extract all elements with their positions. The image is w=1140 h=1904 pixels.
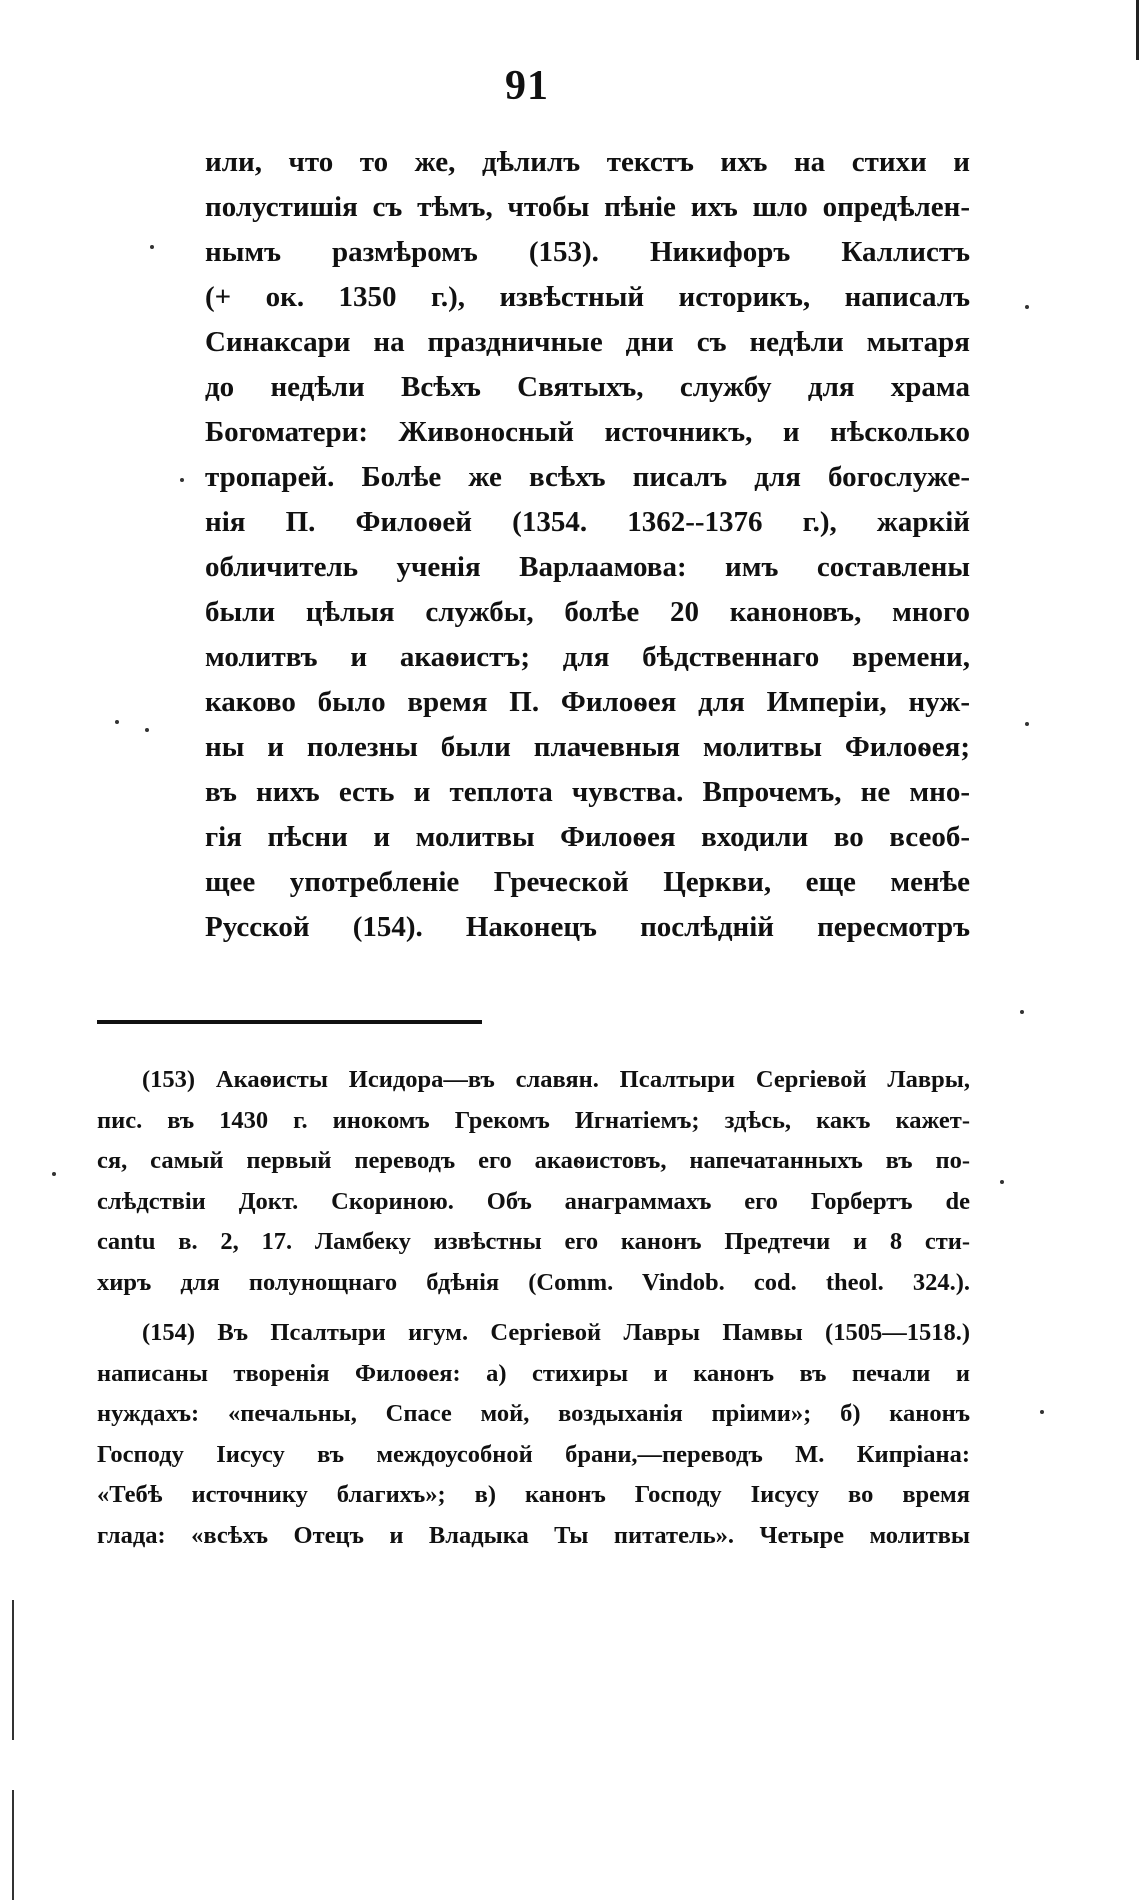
footnote-line: глада: «всѣхъ Отецъ и Владыка Ты питатель». Четыре молитвы	[97, 1521, 970, 1549]
scan-speck	[52, 1172, 56, 1176]
footnote-line: пис. въ 1430 г. инокомъ Грекомъ Игнатіемъ; здѣсь, какъ кажет-	[97, 1106, 970, 1134]
scan-speck	[1020, 1010, 1024, 1014]
scan-speck	[1040, 1410, 1044, 1414]
footnote-line: «Тебѣ источнику благихъ»; в) канонъ Господу Іисусу во время	[97, 1481, 970, 1508]
footnote-line: Господу Іисусу въ междоусобной брани,—переводъ М. Кипріана:	[97, 1440, 970, 1468]
main-text-block	[205, 140, 970, 950]
scan-edge-mark-left-lower	[12, 1790, 14, 1900]
text-line: нія П. Филоѳей (1354. 1362--1376 г.), жаркій	[205, 506, 970, 538]
text-line: (+ ок. 1350 г.), извѣстный историкъ, написалъ	[205, 281, 970, 313]
footnote-line: написаны творенія Филоѳея: а) стихиры и канонъ въ печали и	[97, 1359, 970, 1387]
scan-edge-mark-left	[12, 1600, 14, 1740]
text-line: тропарей. Болѣе же всѣхъ писалъ для богослуже-	[205, 461, 970, 493]
scan-speck	[1025, 722, 1029, 726]
scan-speck	[115, 720, 119, 724]
footnote-line: ся, самый первый переводъ его акаѳистовъ, напечатанныхъ въ по-	[97, 1147, 970, 1174]
text-line: нымъ размѣромъ (153). Никифоръ Каллистъ	[205, 236, 970, 268]
text-line: Богоматери: Живоносный источникъ, и нѣсколько	[205, 416, 970, 448]
footnote-154	[97, 1313, 970, 1556]
footnote-line: нуждахъ: «печальны, Спасе мой, воздыханія пріими»; б) канонъ	[97, 1400, 970, 1427]
text-line: или, что то же, дѣлилъ текстъ ихъ на стихи и	[205, 146, 970, 178]
text-line: каково было время П. Филоѳея для Имперіи, нуж-	[205, 686, 970, 718]
scan-speck	[1025, 305, 1029, 309]
scan-speck	[1000, 1180, 1004, 1184]
text-line: обличитель ученія Варлаамова: имъ составлены	[205, 551, 970, 583]
footnote-line: (153) Акаѳисты Исидора—въ славян. Псалтыри Сергіевой Лавры,	[142, 1066, 970, 1093]
page-number: 91	[505, 63, 549, 109]
footnote-line: слѣдствіи Докт. Скориною. Объ анаграммахъ его Горбертъ de	[97, 1187, 970, 1215]
footnote-line: (154) Въ Псалтыри игум. Сергіевой Лавры Памвы (1505—1518.)	[142, 1319, 970, 1346]
footnote-153	[97, 1060, 970, 1303]
text-line: молитвъ и акаѳистъ; для бѣдственнаго времени,	[205, 641, 970, 673]
text-line: ны и полезны были плачевныя молитвы Филоѳея;	[205, 731, 970, 763]
footnotes-block	[97, 1060, 970, 1556]
text-line: полустишія съ тѣмъ, чтобы пѣніе ихъ шло опредѣлен-	[205, 191, 970, 223]
footnote-line: хиръ для полунощнаго бдѣнія (Comm. Vindob. cod. theol. 324.).	[97, 1268, 970, 1296]
text-line: гія пѣсни и молитвы Филоѳея входили во всеоб-	[205, 821, 970, 853]
scan-speck	[150, 245, 154, 249]
footnote-separator-rule	[97, 1020, 482, 1024]
scan-speck	[180, 478, 184, 482]
text-line: Русской (154). Наконецъ послѣдній пересмотръ	[205, 911, 970, 943]
text-line: были цѣлыя службы, болѣе 20 каноновъ, много	[205, 596, 970, 628]
scan-speck	[145, 728, 149, 732]
text-line: въ нихъ есть и теплота чувства. Впрочемъ, не мно-	[205, 776, 970, 808]
footnote-gap	[97, 1303, 970, 1313]
scan-edge-mark-top-right	[1136, 0, 1139, 60]
text-line: до недѣли Всѣхъ Святыхъ, службу для храма	[205, 371, 970, 403]
text-line: Синаксари на праздничные дни съ недѣли мытаря	[205, 326, 970, 358]
footnote-line: cantu в. 2, 17. Ламбеку извѣстны его канонъ Предтечи и 8 сти-	[97, 1228, 970, 1255]
text-line: щее употребленіе Греческой Церкви, еще менѣе	[205, 866, 970, 898]
